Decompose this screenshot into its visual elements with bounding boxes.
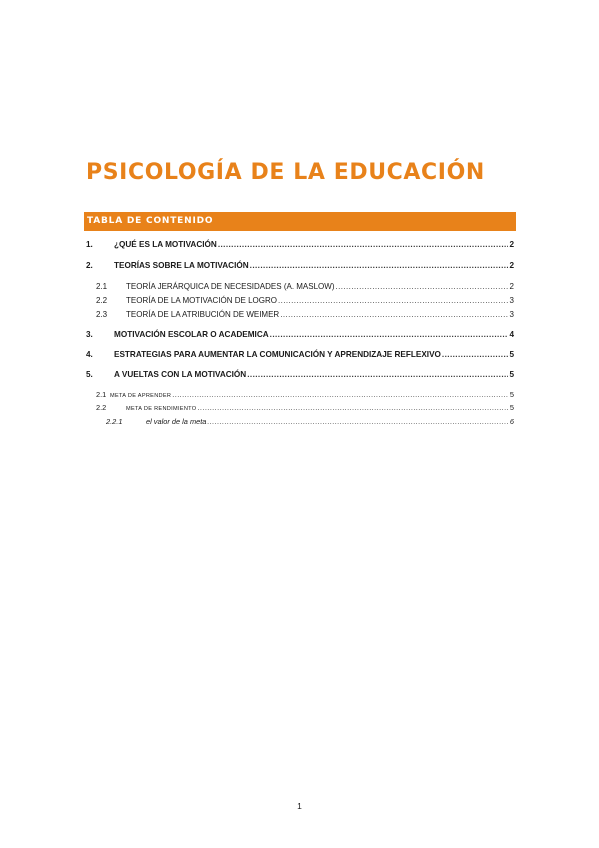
toc-entry-text: TEORÍAS SOBRE LA MOTIVACIÓN [114, 261, 249, 270]
toc-entry-2[interactable] [86, 261, 514, 270]
toc-entry-text: TEORÍA DE LA MOTIVACIÓN DE LOGRO [126, 296, 277, 305]
toc-entry-text: ESTRATEGIAS PARA AUMENTAR LA COMUNICACIÓN Y APRENDIZAJE REFLEXIVO [114, 350, 441, 359]
toc-leader-dots [270, 330, 509, 339]
toc-entry-2-2[interactable] [96, 296, 514, 305]
toc-entry-page: 6 [509, 417, 514, 426]
toc-entry-number: 2.1 [96, 282, 108, 291]
toc-entry-number: 4. [86, 350, 93, 359]
toc-leader-dots [172, 390, 509, 399]
toc-entry-page: 5 [509, 370, 514, 379]
toc-entry-2-1[interactable] [96, 282, 514, 291]
toc-entry-1[interactable] [86, 240, 514, 249]
toc-entry-page: 5 [509, 390, 514, 399]
toc-entry-text: META DE RENDIMIENTO [126, 406, 197, 412]
toc-entry-page: 2 [509, 282, 514, 291]
toc-leader-dots [197, 403, 508, 412]
document-title: PSICOLOGÍA DE LA EDUCACIÓN [86, 160, 485, 185]
toc-entry-page: 2 [509, 261, 514, 270]
toc-entry-number: 2.2 [96, 403, 107, 412]
toc-entry-5[interactable] [86, 370, 514, 379]
toc-leader-dots [278, 296, 509, 305]
toc-leader-dots [218, 240, 509, 249]
toc-entry-text: A VUELTAS CON LA MOTIVACIÓN [114, 370, 247, 379]
toc-entry-number: 2.3 [96, 310, 108, 319]
toc-entry-number: 1. [86, 240, 93, 249]
toc-entry-number: 2. [86, 261, 93, 270]
toc-entry-page: 5 [509, 350, 514, 359]
toc-entry-number: 5. [86, 370, 93, 379]
toc-leader-dots [335, 282, 508, 291]
page-number: 1 [297, 801, 302, 811]
toc-leader-dots [250, 261, 509, 270]
toc-leader-dots [442, 350, 509, 359]
toc-entry-5-2-2[interactable] [96, 403, 514, 412]
toc-leader-dots [207, 417, 508, 426]
toc-entry-page: 4 [509, 330, 514, 339]
toc-entry-text: META DE APRENDER [110, 393, 172, 399]
toc-entry-text: TEORÍA DE LA ATRIBUCIÓN DE WEIMER [126, 310, 280, 319]
toc-entry-text: TEORÍA JERÁRQUICA DE NECESIDADES (A. MASLOW) [126, 282, 335, 291]
toc-entry-page: 5 [509, 403, 514, 412]
toc-entry-page: 3 [509, 296, 514, 305]
toc-entry-text: MOTIVACIÓN ESCOLAR O ACADEMICA [114, 330, 269, 339]
toc-entry-number: 2.2.1 [106, 417, 123, 426]
toc-entry-number: 3. [86, 330, 93, 339]
toc-entry-page: 3 [509, 310, 514, 319]
toc-entry-2-3[interactable] [96, 310, 514, 319]
toc-entry-number: 2.1 [96, 390, 107, 399]
toc-entry-4[interactable] [86, 350, 514, 359]
toc-entry-number: 2.2 [96, 296, 108, 305]
toc-leader-dots [247, 370, 508, 379]
toc-entry-text: el valor de la meta [146, 417, 207, 426]
toc-entry-3[interactable] [86, 330, 514, 339]
toc-entry-text: ¿QUÉ ES LA MOTIVACIÓN [114, 240, 217, 249]
toc-entry-5-2-1[interactable] [96, 390, 514, 399]
toc-entry-page: 2 [509, 240, 514, 249]
toc-entry-5-2-2-1[interactable] [106, 417, 514, 426]
toc-leader-dots [280, 310, 508, 319]
toc-heading: TABLA DE CONTENIDO [84, 212, 516, 231]
